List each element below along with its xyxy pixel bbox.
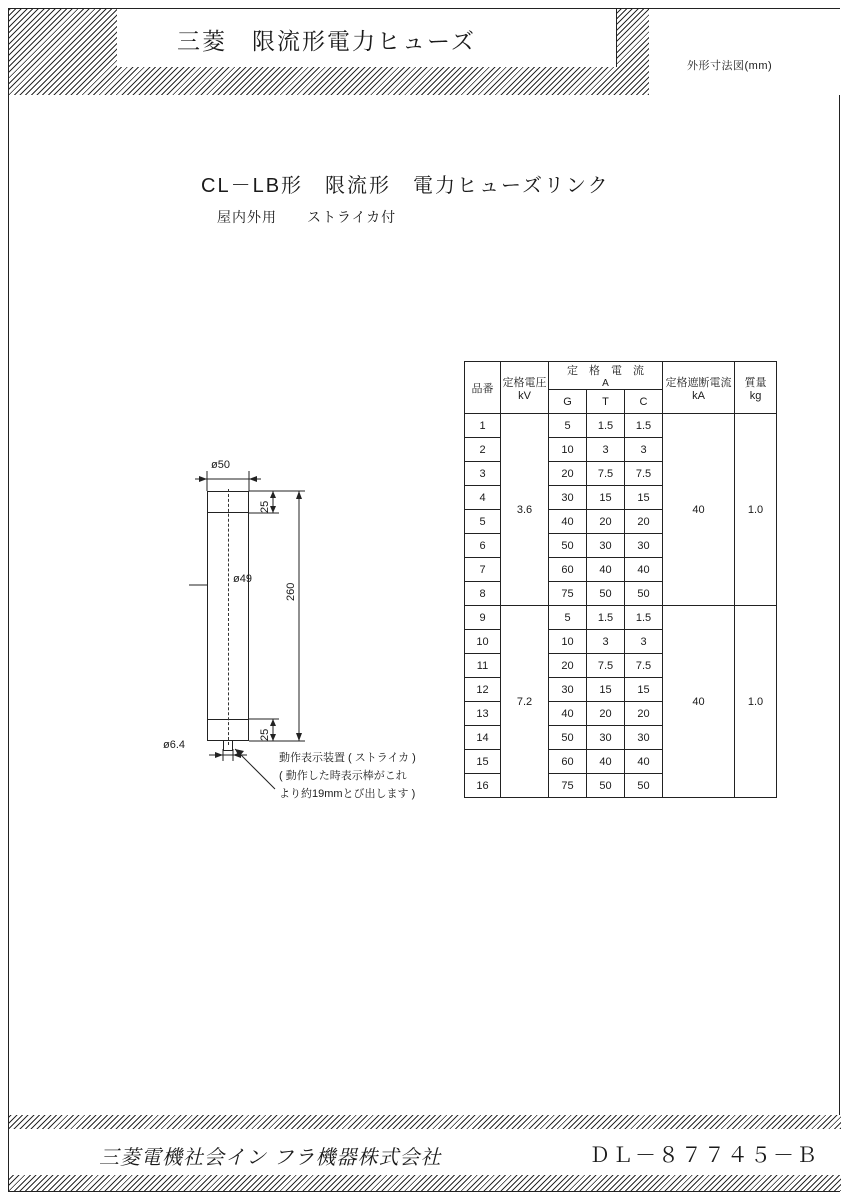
cell-current-c: 50 (625, 582, 663, 606)
dim-striker-diameter: ø6.4 (163, 739, 186, 751)
col-header-mass (735, 362, 777, 414)
cell-current-t: 15 (587, 678, 625, 702)
cell-current-t: 40 (587, 558, 625, 582)
cell-rated-voltage: 3.6 (501, 414, 549, 606)
cell-current-t: 50 (587, 774, 625, 798)
cell-current-c: 20 (625, 702, 663, 726)
striker-note (279, 749, 416, 803)
cell-current-g: 20 (549, 462, 587, 486)
cell-current-g: 75 (549, 774, 587, 798)
col-header-breaking-current-unit: kA (692, 389, 705, 402)
header-title-box (117, 9, 617, 67)
col-header-sub-t: T (587, 390, 625, 414)
table-row (465, 606, 777, 630)
fuse-drawing (149, 449, 469, 839)
cell-current-c: 1.5 (625, 606, 663, 630)
cell-no: 13 (465, 702, 501, 726)
cell-no: 4 (465, 486, 501, 510)
striker-note-line2: ( 動作した時表示棒がこれ (279, 770, 407, 782)
cell-current-c: 1.5 (625, 414, 663, 438)
cell-no: 7 (465, 558, 501, 582)
cell-current-t: 1.5 (587, 414, 625, 438)
cell-no: 12 (465, 678, 501, 702)
striker-pin (223, 741, 233, 751)
cell-current-t: 1.5 (587, 606, 625, 630)
col-header-rated-voltage-label: 定格電圧 (502, 376, 547, 389)
page-subtitle: 屋内外用 ストライカ付 (217, 209, 397, 225)
dim-total-length: 260 (285, 582, 297, 601)
cell-current-g: 60 (549, 558, 587, 582)
cell-mass: 1.0 (735, 414, 777, 606)
cell-current-g: 40 (549, 702, 587, 726)
cell-no: 1 (465, 414, 501, 438)
col-header-mass-unit: kg (749, 389, 762, 402)
cell-current-g: 30 (549, 486, 587, 510)
header-title: 三菱 限流形電力ヒューズ (177, 28, 476, 54)
cell-current-c: 30 (625, 534, 663, 558)
footer-company-name: 三菱電機社会イン フラ機器株式会社 (99, 1147, 442, 1169)
cell-current-c: 3 (625, 630, 663, 654)
cell-current-c: 3 (625, 438, 663, 462)
cell-no: 6 (465, 534, 501, 558)
col-header-rated-current-label: 定 格 電 流 (567, 365, 644, 377)
cell-current-t: 30 (587, 534, 625, 558)
cell-current-g: 40 (549, 510, 587, 534)
cell-current-g: 50 (549, 726, 587, 750)
cell-no: 9 (465, 606, 501, 630)
cell-current-g: 5 (549, 606, 587, 630)
striker-note-line1: 動作表示装置 ( ストライカ ) (279, 752, 416, 764)
cell-no: 11 (465, 654, 501, 678)
cell-current-c: 15 (625, 486, 663, 510)
dim-outer-diameter: ø50 (211, 459, 230, 471)
cell-no: 3 (465, 462, 501, 486)
dim-cap-top: 25 (259, 500, 271, 513)
cell-current-c: 20 (625, 510, 663, 534)
col-header-rated-current-unit: A (602, 378, 609, 389)
table-header-row-1 (465, 362, 777, 390)
cell-breaking-current: 40 (663, 414, 735, 606)
cell-current-t: 50 (587, 582, 625, 606)
cell-mass: 1.0 (735, 606, 777, 798)
cell-breaking-current: 40 (663, 606, 735, 798)
cell-current-t: 3 (587, 438, 625, 462)
table-body (465, 414, 777, 798)
cell-current-t: 3 (587, 630, 625, 654)
cell-current-t: 7.5 (587, 654, 625, 678)
cell-current-g: 5 (549, 414, 587, 438)
cell-current-g: 30 (549, 678, 587, 702)
header-band (9, 9, 841, 95)
cell-current-t: 40 (587, 750, 625, 774)
cell-current-c: 40 (625, 750, 663, 774)
cell-current-t: 20 (587, 510, 625, 534)
cell-no: 14 (465, 726, 501, 750)
cell-current-t: 7.5 (587, 462, 625, 486)
cell-rated-voltage: 7.2 (501, 606, 549, 798)
col-header-breaking-current (663, 362, 735, 414)
cell-current-g: 10 (549, 438, 587, 462)
cell-current-g: 10 (549, 630, 587, 654)
col-header-rated-current (549, 362, 663, 390)
footer-band (9, 1115, 841, 1191)
footer-drawing-code: ＤＬ－８７７４５－Ｂ (589, 1144, 819, 1167)
cell-current-g: 60 (549, 750, 587, 774)
cell-no: 8 (465, 582, 501, 606)
cell-current-t: 30 (587, 726, 625, 750)
col-header-sub-c: C (625, 390, 663, 414)
col-header-breaking-current-label: 定格遮断電流 (665, 376, 732, 389)
col-header-sub-g: G (549, 390, 587, 414)
cell-current-c: 7.5 (625, 462, 663, 486)
cell-current-c: 30 (625, 726, 663, 750)
col-header-rated-voltage-unit: kV (518, 389, 531, 402)
table-row (465, 414, 777, 438)
col-header-mass-label: 質量 (744, 376, 767, 389)
cell-current-g: 75 (549, 582, 587, 606)
page-title: CL－LB形 限流形 電力ヒューズリンク (201, 175, 610, 197)
col-header-no: 品番 (465, 362, 501, 414)
cell-current-t: 20 (587, 702, 625, 726)
table-header (465, 362, 777, 414)
cell-no: 5 (465, 510, 501, 534)
header-right-label: 外形寸法図(mm) (687, 60, 773, 72)
dim-inner-diameter: ø49 (233, 573, 252, 585)
cell-current-c: 40 (625, 558, 663, 582)
col-header-rated-voltage (501, 362, 549, 414)
dim-cap-bottom: 25 (259, 728, 271, 741)
cell-current-c: 50 (625, 774, 663, 798)
cell-current-g: 50 (549, 534, 587, 558)
cell-no: 16 (465, 774, 501, 798)
cell-current-t: 15 (587, 486, 625, 510)
cell-current-g: 20 (549, 654, 587, 678)
drawing-sheet (8, 8, 840, 1192)
specification-table (464, 361, 777, 798)
cell-current-c: 15 (625, 678, 663, 702)
cell-no: 2 (465, 438, 501, 462)
cell-current-c: 7.5 (625, 654, 663, 678)
center-line (228, 489, 229, 745)
striker-note-line3: より約19mmとび出します ) (279, 788, 416, 800)
cell-no: 15 (465, 750, 501, 774)
cell-no: 10 (465, 630, 501, 654)
header-right-box (649, 9, 841, 95)
